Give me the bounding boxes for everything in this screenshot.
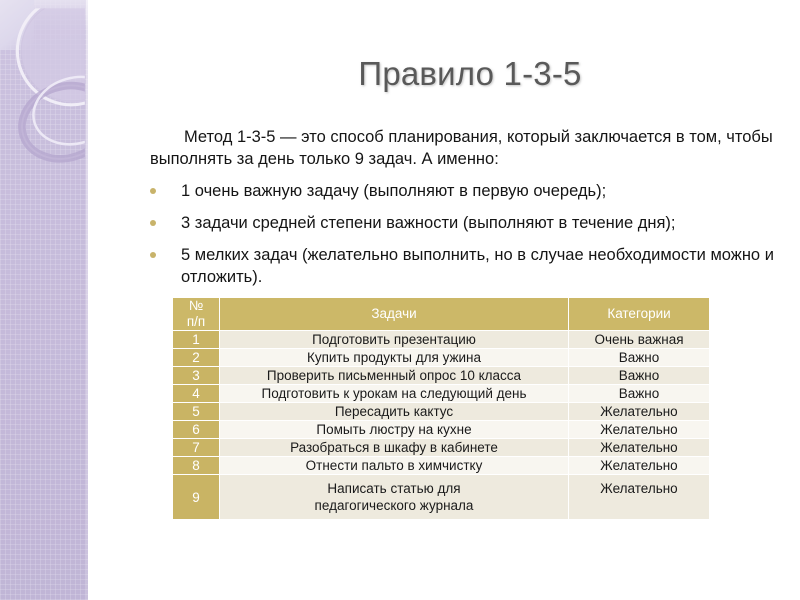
row-task: Разобраться в шкафу в кабинете	[220, 439, 568, 456]
list-item	[150, 180, 780, 202]
row-task: Отнести пальто в химчистку	[220, 457, 568, 474]
slide-body	[150, 126, 780, 298]
bullet-dot-icon	[150, 252, 156, 258]
table-row	[173, 367, 709, 384]
row-category: Желательно	[569, 475, 709, 519]
row-number: 7	[173, 439, 219, 456]
list-item	[150, 212, 780, 234]
column-header-number-line1: №	[188, 298, 204, 313]
row-task: Пересадить кактус	[220, 403, 568, 420]
column-header-number	[173, 298, 219, 330]
bullet-list	[150, 180, 780, 288]
row-category: Важно	[569, 367, 709, 384]
row-category: Важно	[569, 349, 709, 366]
tasks-table	[172, 297, 710, 520]
table-row	[173, 439, 709, 456]
row-number: 1	[173, 331, 219, 348]
table-row	[173, 349, 709, 366]
row-task: Купить продукты для ужина	[220, 349, 568, 366]
row-task: Написать статью для педагогического журнала	[220, 475, 568, 519]
row-number: 9	[173, 475, 219, 519]
table-row	[173, 385, 709, 402]
table-row	[173, 403, 709, 420]
row-number: 5	[173, 403, 219, 420]
column-header-categories: Категории	[569, 298, 709, 330]
row-number: 8	[173, 457, 219, 474]
column-header-number-line2: п/п	[186, 314, 206, 329]
row-task: Помыть люстру на кухне	[220, 421, 568, 438]
row-task: Подготовить презентацию	[220, 331, 568, 348]
row-category: Желательно	[569, 439, 709, 456]
list-item-label: 5 мелких задач (желательно выполнить, но в случае необходимости можно и отложить).	[181, 246, 774, 286]
row-number: 3	[173, 367, 219, 384]
sidebar-circles-artwork	[0, 0, 112, 190]
page-title: Правило 1-3-5	[358, 55, 582, 92]
list-item-label: 1 очень важную задачу (выполняют в первую очередь);	[181, 182, 607, 200]
table-row	[173, 421, 709, 438]
row-category: Желательно	[569, 403, 709, 420]
row-number: 6	[173, 421, 219, 438]
decorative-circles-icon	[0, 0, 108, 190]
row-task: Подготовить к урокам на следующий день	[220, 385, 568, 402]
table-row	[173, 475, 709, 519]
row-category: Важно	[569, 385, 709, 402]
table-row	[173, 457, 709, 474]
row-number: 2	[173, 349, 219, 366]
tasks-table-body	[173, 298, 709, 519]
bullet-dot-icon	[150, 188, 156, 194]
table-row	[173, 331, 709, 348]
table-header-row	[173, 298, 709, 330]
row-category: Очень важная	[569, 331, 709, 348]
row-category: Желательно	[569, 457, 709, 474]
bullet-dot-icon	[150, 220, 156, 226]
intro-paragraph: Метод 1-3-5 — это способ планирования, который заключается в том, чтобы выполнять за день только 9 задач. А именно:	[150, 128, 773, 168]
row-number: 4	[173, 385, 219, 402]
list-item	[150, 244, 780, 288]
column-header-tasks: Задачи	[220, 298, 568, 330]
row-task: Проверить письменный опрос 10 класса	[220, 367, 568, 384]
list-item-label: 3 задачи средней степени важности (выполняют в течение дня);	[181, 214, 676, 232]
row-category: Желательно	[569, 421, 709, 438]
